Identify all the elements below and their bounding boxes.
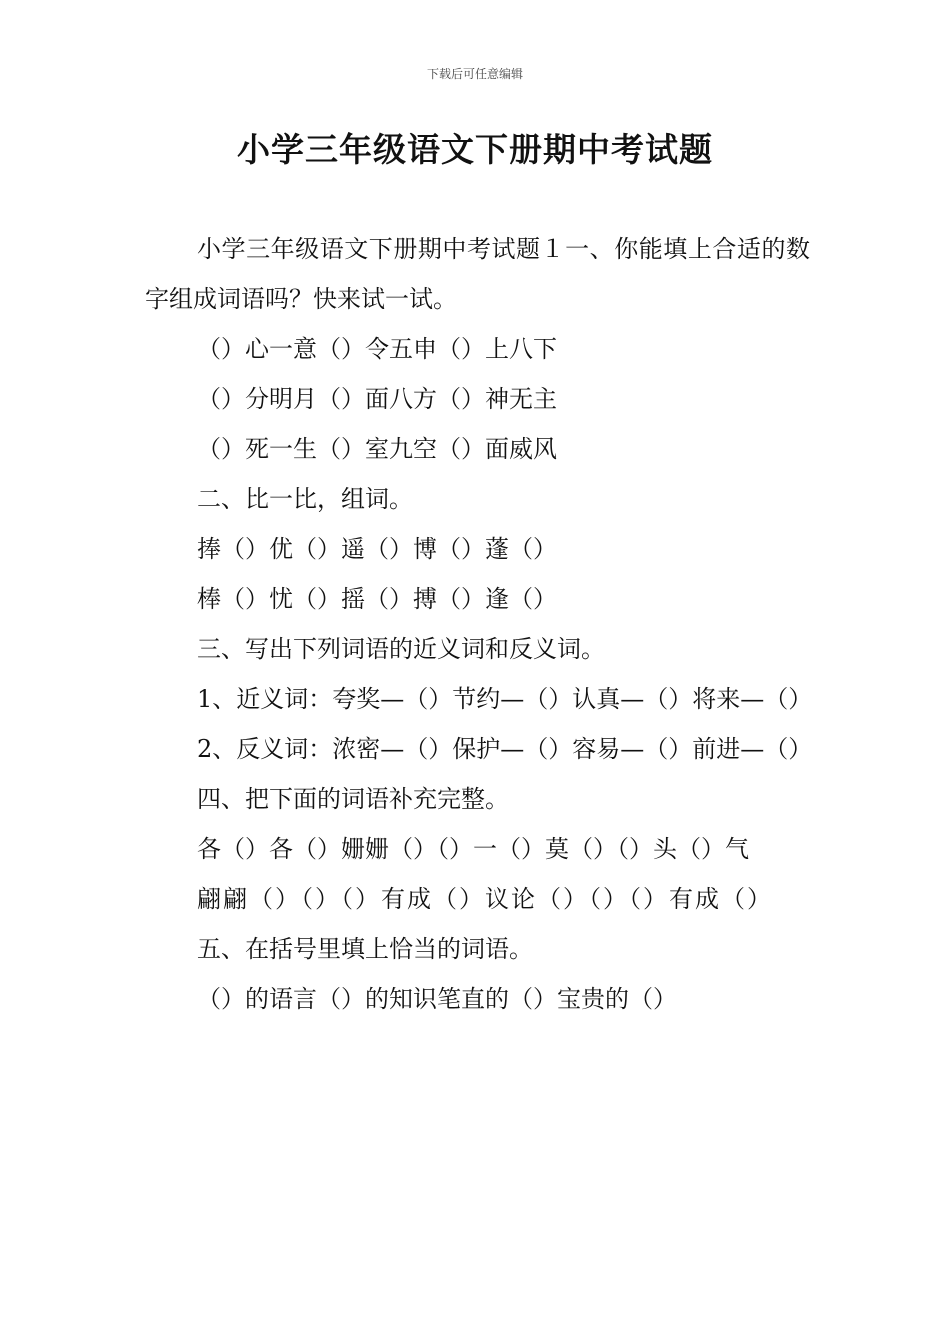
document-title: 小学三年级语文下册期中考试题: [237, 130, 713, 169]
paragraph-q4-heading: 四、把下面的词语补充完整。: [197, 785, 509, 813]
paragraph-q3-synonyms: 1、近义词：夸奖—（）节约—（）认真—（）将来—（）: [197, 685, 813, 713]
paragraph-q4-row2: 翩翩（）（）（）有成（）议论（）（）（）有成（）: [197, 885, 773, 913]
paragraph-q3-antonyms: 2、反义词：浓密—（）保护—（）容易—（）前进—（）: [197, 735, 813, 763]
paragraph-q2-heading: 二、比一比，组词。: [197, 485, 413, 513]
paragraph-q5-heading: 五、在括号里填上恰当的词语。: [197, 935, 533, 963]
paragraph-q2-row1: 捧（）优（）遥（）博（）蓬（）: [197, 535, 557, 563]
document-body: [145, 224, 813, 1024]
paragraph-q5-row1: （）的语言（）的知识笔直的（）宝贵的（）: [197, 985, 677, 1013]
paragraph-q3-heading: 三、写出下列词语的近义词和反义词。: [197, 635, 605, 663]
header-note: 下载后可任意编辑: [426, 67, 523, 81]
paragraph-q1-row3: （）死一生（）室九空（）面威风: [197, 435, 557, 463]
paragraph-q2-row2: 棒（）忧（）摇（）搏（）逢（）: [197, 585, 557, 613]
paragraph-q1-row1: （）心一意（）令五申（）上八下: [197, 335, 557, 363]
paragraph-q4-row1: 各（）各（）姗姗（）（）一（）莫（）（）头（）气: [197, 835, 749, 863]
paragraph-q1-row2: （）分明月（）面八方（）神无主: [197, 385, 557, 413]
paragraph-intro: 小学三年级语文下册期中考试题１一、你能填上合适的数字组成词语吗？快来试一试。: [145, 235, 810, 313]
